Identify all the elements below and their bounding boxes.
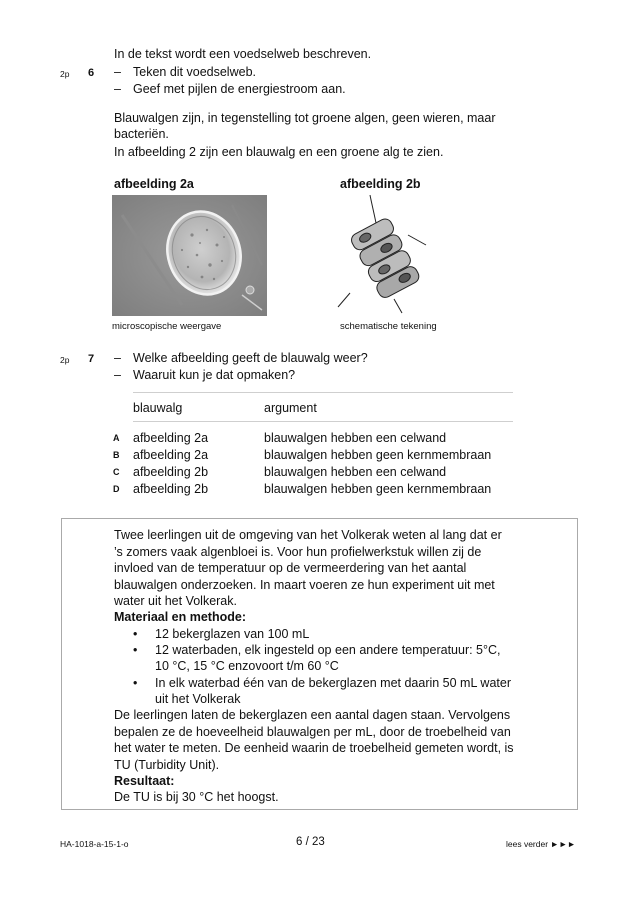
table-header-rule — [133, 421, 513, 422]
figure-2b-schematic-drawing — [330, 195, 440, 316]
box-intro-line: invloed van de temperatuur op de vermeerdering van het aantal — [114, 561, 467, 575]
figure-2a-label: afbeelding 2a — [114, 177, 194, 191]
footer-next: lees verder ►►► — [506, 839, 576, 849]
dash: – — [114, 368, 121, 382]
method-heading: Materiaal en methode: — [114, 610, 246, 624]
answer-argument: blauwalgen hebben een celwand — [264, 431, 447, 445]
box-after-line: TU (Turbidity Unit). — [114, 758, 220, 772]
answer-letter: A — [113, 433, 120, 443]
box-intro-line: ’s zomers vaak algenbloei is. Voor hun profielwerkstuk willen zij de — [114, 545, 482, 559]
footer-code: HA-1018-a-15-1-o — [60, 839, 129, 849]
q7-points: 2p — [60, 355, 70, 365]
footer-page-number: 6 / 23 — [296, 836, 325, 848]
answer-choice: afbeelding 2b — [133, 482, 209, 496]
answer-argument: blauwalgen hebben geen kernmembraan — [264, 448, 492, 462]
figure-2a-microscope-image — [112, 195, 267, 316]
answer-argument: blauwalgen hebben een celwand — [264, 465, 447, 479]
box-after-line: het water te meten. De eenheid waarin de troebelheid gemeten wordt, is — [114, 741, 514, 755]
dash: – — [114, 82, 121, 96]
q6-item-1: Teken dit voedselweb. — [133, 65, 256, 79]
result-text: De TU is bij 30 °C het hoogst. — [114, 790, 279, 804]
paragraph-line: bacteriën. — [114, 127, 169, 141]
table-header-blauwalg: blauwalg — [133, 401, 183, 415]
table-top-rule — [133, 392, 513, 393]
answer-choice: afbeelding 2a — [133, 448, 209, 462]
bullet-text: 12 waterbaden, elk ingesteld op een andere temperatuur: 5°C, — [155, 643, 501, 657]
answer-letter: C — [113, 467, 120, 477]
figure-2a-caption: microscopische weergave — [112, 321, 222, 332]
bullet: • — [133, 643, 138, 657]
box-after-line: bepalen ze de hoeveelheid blauwalgen per mL, door de troebelheid van — [114, 725, 511, 739]
figure-2b-label: afbeelding 2b — [340, 177, 421, 191]
dash: – — [114, 351, 121, 365]
bullet: • — [133, 627, 138, 641]
q6-points: 2p — [60, 69, 70, 79]
bullet-text: In elk waterbad één van de bekerglazen met daarin 50 mL water — [155, 676, 511, 690]
bullet-text: uit het Volkerak — [155, 692, 241, 706]
box-intro-line: blauwalgen onderzoeken. In maart voeren ze hun experiment uit met — [114, 578, 495, 592]
box-intro-line: Twee leerlingen uit de omgeving van het Volkerak weten al lang dat er — [114, 528, 502, 542]
q7-item-1: Welke afbeelding geeft de blauwalg weer? — [133, 351, 368, 365]
answer-choice: afbeelding 2a — [133, 431, 209, 445]
table-header-argument: argument — [264, 401, 317, 415]
box-intro-line: water uit het Volkerak. — [114, 594, 237, 608]
q6-item-2: Geef met pijlen de energiestroom aan. — [133, 82, 346, 96]
bullet-text: 12 bekerglazen van 100 mL — [155, 627, 310, 641]
q6-number: 6 — [88, 67, 95, 79]
q7-number: 7 — [88, 353, 95, 365]
box-after-line: De leerlingen laten de bekerglazen een aantal dagen staan. Vervolgens — [114, 708, 511, 722]
bullet-text: 10 °C, 15 °C enzovoort t/m 60 °C — [155, 659, 339, 673]
result-heading: Resultaat: — [114, 774, 175, 788]
answer-choice: afbeelding 2b — [133, 465, 209, 479]
q7-item-2: Waaruit kun je dat opmaken? — [133, 368, 296, 382]
bullet: • — [133, 676, 138, 690]
answer-letter: B — [113, 450, 120, 460]
answer-letter: D — [113, 484, 120, 494]
dash: – — [114, 65, 121, 79]
answer-argument: blauwalgen hebben geen kernmembraan — [264, 482, 492, 496]
paragraph-line: Blauwalgen zijn, in tegenstelling tot groene algen, geen wieren, maar — [114, 111, 496, 125]
paragraph-line: In afbeelding 2 zijn een blauwalg en een groene alg te zien. — [114, 145, 444, 159]
figure-2b-caption: schematische tekening — [340, 321, 437, 332]
q6-intro: In de tekst wordt een voedselweb beschreven. — [114, 47, 372, 61]
